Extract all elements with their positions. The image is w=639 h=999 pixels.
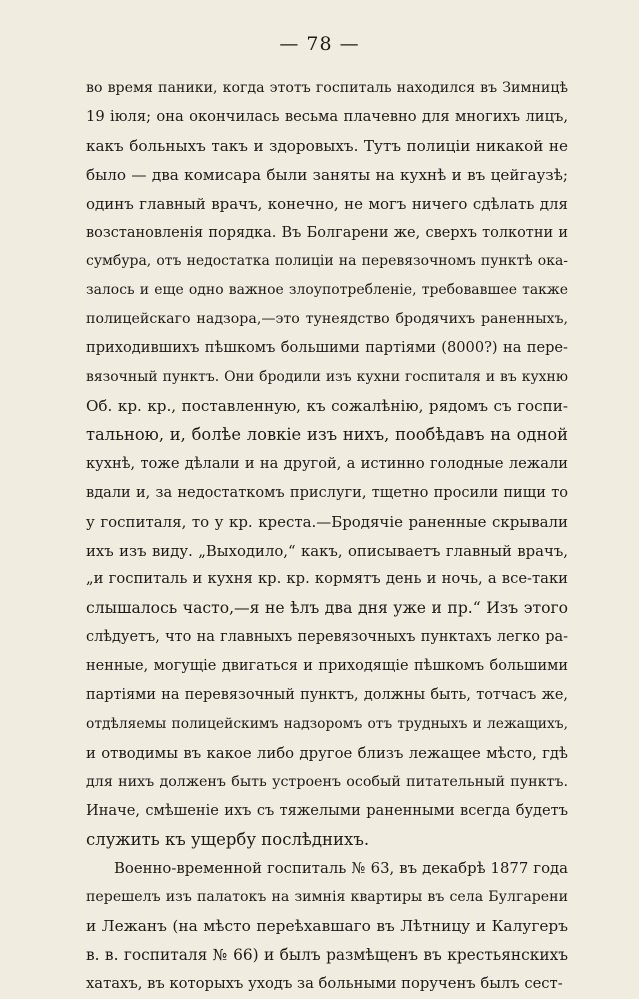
text-line: какъ больныхъ такъ и здоровыхъ. Тутъ полиціи никакой не bbox=[86, 136, 568, 155]
text-line: и отводимы въ какое либо другое близъ лежащее мѣсто, гдѣ bbox=[86, 743, 568, 762]
text-line: во время паники, когда этотъ госпиталь находился въ Зимницѣ bbox=[86, 80, 568, 96]
text-line: для нихъ долженъ быть устроенъ особый питательный пунктъ. bbox=[86, 773, 568, 790]
text-line: вязочный пунктъ. Они бродили изъ кухни госпиталя и въ кухню bbox=[86, 369, 568, 386]
page-number: — 78 — bbox=[279, 33, 360, 55]
text-line: было — два комисара были заняты на кухнѣ и въ цейгаузѣ; bbox=[86, 165, 568, 184]
text-line: вдали и, за недостаткомъ прислуги, тщетно просили пищи то bbox=[86, 483, 568, 501]
paragraph bbox=[86, 74, 568, 854]
text-line: приходившихъ пѣшкомъ большими партіями (8000?) на пере- bbox=[86, 339, 568, 357]
text-line: сумбура, отъ недостатка полиціи на перевязочномъ пунктѣ ока- bbox=[86, 253, 568, 270]
text-line: Об. кр. кр., поставленную, къ сожалѣнію, рядомъ съ госпи- bbox=[86, 396, 568, 415]
text-line: залось и еще одно важное злоупотребленіе, требовавшее также bbox=[86, 282, 568, 299]
text-line: „и госпиталь и кухня кр. кр. кормятъ день и ночь, а все-таки bbox=[86, 570, 568, 588]
text-line: перешелъ изъ палатокъ на зимнія квартиры въ села Булгарени bbox=[86, 889, 568, 906]
text-line: 19 іюля; она окончилась весьма плачевно для многихъ лицъ, bbox=[86, 107, 568, 125]
paragraph bbox=[86, 854, 568, 999]
text-line: слышалось часто,—я не ѣлъ два дня уже и пр.“ Изъ этого bbox=[86, 599, 568, 618]
text-line: у госпиталя, то у кр. креста.—Бродячіе раненные скрывали bbox=[86, 512, 568, 531]
text-line: Иначе, смѣшеніе ихъ съ тяжелыми раненными всегда будетъ bbox=[86, 801, 568, 819]
text-line: слѣдуетъ, что на главныхъ перевязочныхъ пунктахъ легко ра- bbox=[86, 629, 568, 646]
text-line: одинъ главный врачъ, конечно, не могъ ничего сдѣлать для bbox=[86, 194, 568, 213]
text-line: возстановленія порядка. Въ Болгарени же, сверхъ толкотни и bbox=[86, 224, 568, 241]
text-line: полицейскаго надзора,—это тунеядство бродячихъ раненныхъ, bbox=[86, 311, 568, 328]
text-line: тальною, и, болѣе ловкіе изъ нихъ, пообѣдавъ на одной bbox=[86, 424, 568, 444]
text-line: в. в. госпиталя № 66) и былъ размѣщенъ въ крестьянскихъ bbox=[86, 946, 568, 965]
text-line: хатахъ, въ которыхъ уходъ за больными порученъ былъ сест- bbox=[86, 975, 563, 993]
text-line: партіями на перевязочный пунктъ, должны быть, тотчасъ же, bbox=[86, 687, 568, 704]
text-line: ихъ изъ виду. „Выходило,“ какъ, описываетъ главный врачъ, bbox=[86, 541, 568, 560]
text-line: ненные, могущіе двигаться и приходящіе пѣшкомъ большими bbox=[86, 658, 568, 675]
text-line: Военно-временной госпиталь № 63, въ декабрѣ 1877 года bbox=[114, 859, 568, 878]
text-line: отдѣляемы полицейскимъ надзоромъ отъ трудныхъ и лежащихъ, bbox=[86, 715, 568, 732]
text-line: и Лежанъ (на мѣсто переѣхавшаго въ Лѣтницу и Калугеръ bbox=[86, 917, 568, 936]
text-line: кухнѣ, тоже дѣлали и на другой, а истинно голодные лежали bbox=[86, 454, 568, 472]
text-line: служить къ ущербу послѣднихъ. bbox=[86, 829, 370, 849]
body-text bbox=[86, 74, 568, 999]
